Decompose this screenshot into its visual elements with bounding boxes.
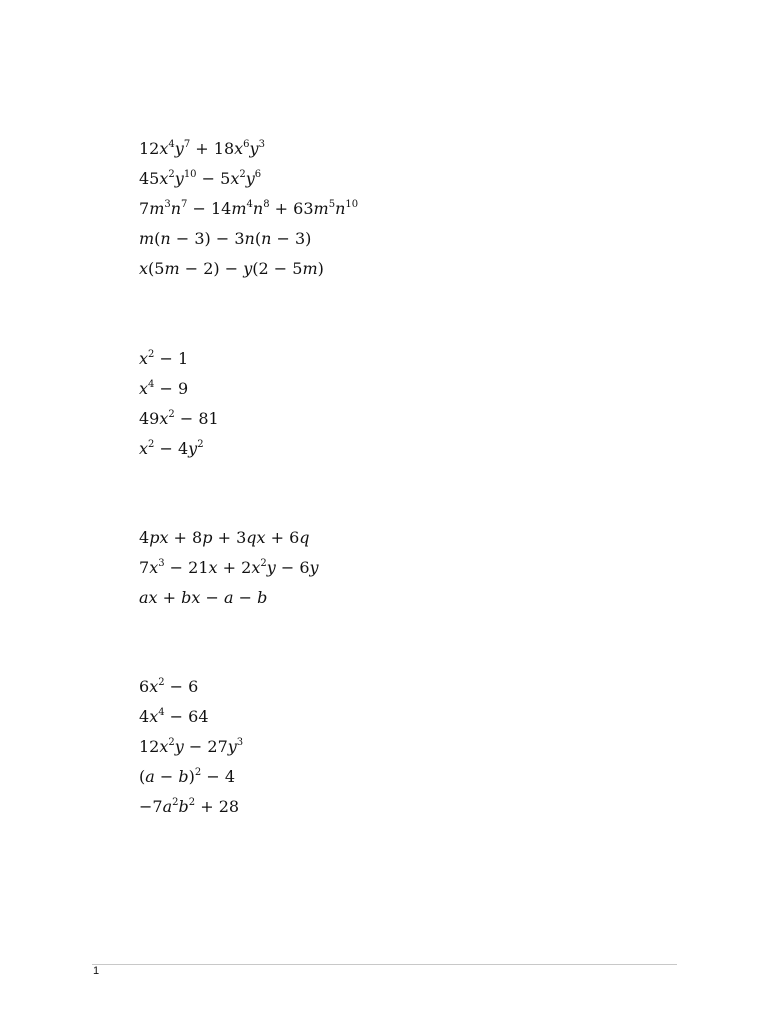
expression-line: m(n − 3) − 3n(n − 3) bbox=[139, 229, 312, 248]
expression-line: x(5m − 2) − y(2 − 5m) bbox=[139, 259, 324, 278]
expression-group-mixed bbox=[139, 672, 243, 822]
expression-line: $x^2 - 1$ bbox=[139, 349, 189, 368]
expression-line: $x^2 - 4y^2$ bbox=[139, 439, 204, 458]
expression-line: $12x^4y^7 + 18x^6y^3$ bbox=[139, 139, 265, 158]
expression-line: $49x^2 - 81$ bbox=[139, 409, 219, 428]
page-number: 1 bbox=[93, 965, 100, 977]
expression-line: $-7a^2b^2 + 28$ bbox=[139, 797, 240, 816]
expression-line: $12x^2y - 27y^3$ bbox=[139, 737, 244, 756]
expression-line: $(a - b)^2 - 4$ bbox=[139, 767, 236, 786]
expression-line: ax + bx − a − b bbox=[139, 588, 268, 607]
expression-line: $6x^2 - 6$ bbox=[139, 677, 199, 696]
expression-group-common-factor bbox=[139, 134, 358, 284]
expression-group-grouping bbox=[139, 523, 319, 613]
expression-line: 4px + 8p + 3qx + 6q bbox=[139, 528, 310, 547]
expression-line: $45x^2y^{10} - 5x^2y^6$ bbox=[139, 169, 262, 188]
expression-line: $x^4 - 9$ bbox=[139, 379, 189, 398]
expression-line: $7x^3 - 21x + 2x^2y - 6y$ bbox=[139, 558, 319, 577]
expression-line: $4x^4 - 64$ bbox=[139, 707, 209, 726]
expression-line: $7m^3n^7 - 14m^4n^8 + 63m^5n^{10}$ bbox=[139, 199, 359, 218]
footer-divider bbox=[92, 964, 677, 965]
expression-group-difference-of-squares bbox=[139, 344, 219, 464]
